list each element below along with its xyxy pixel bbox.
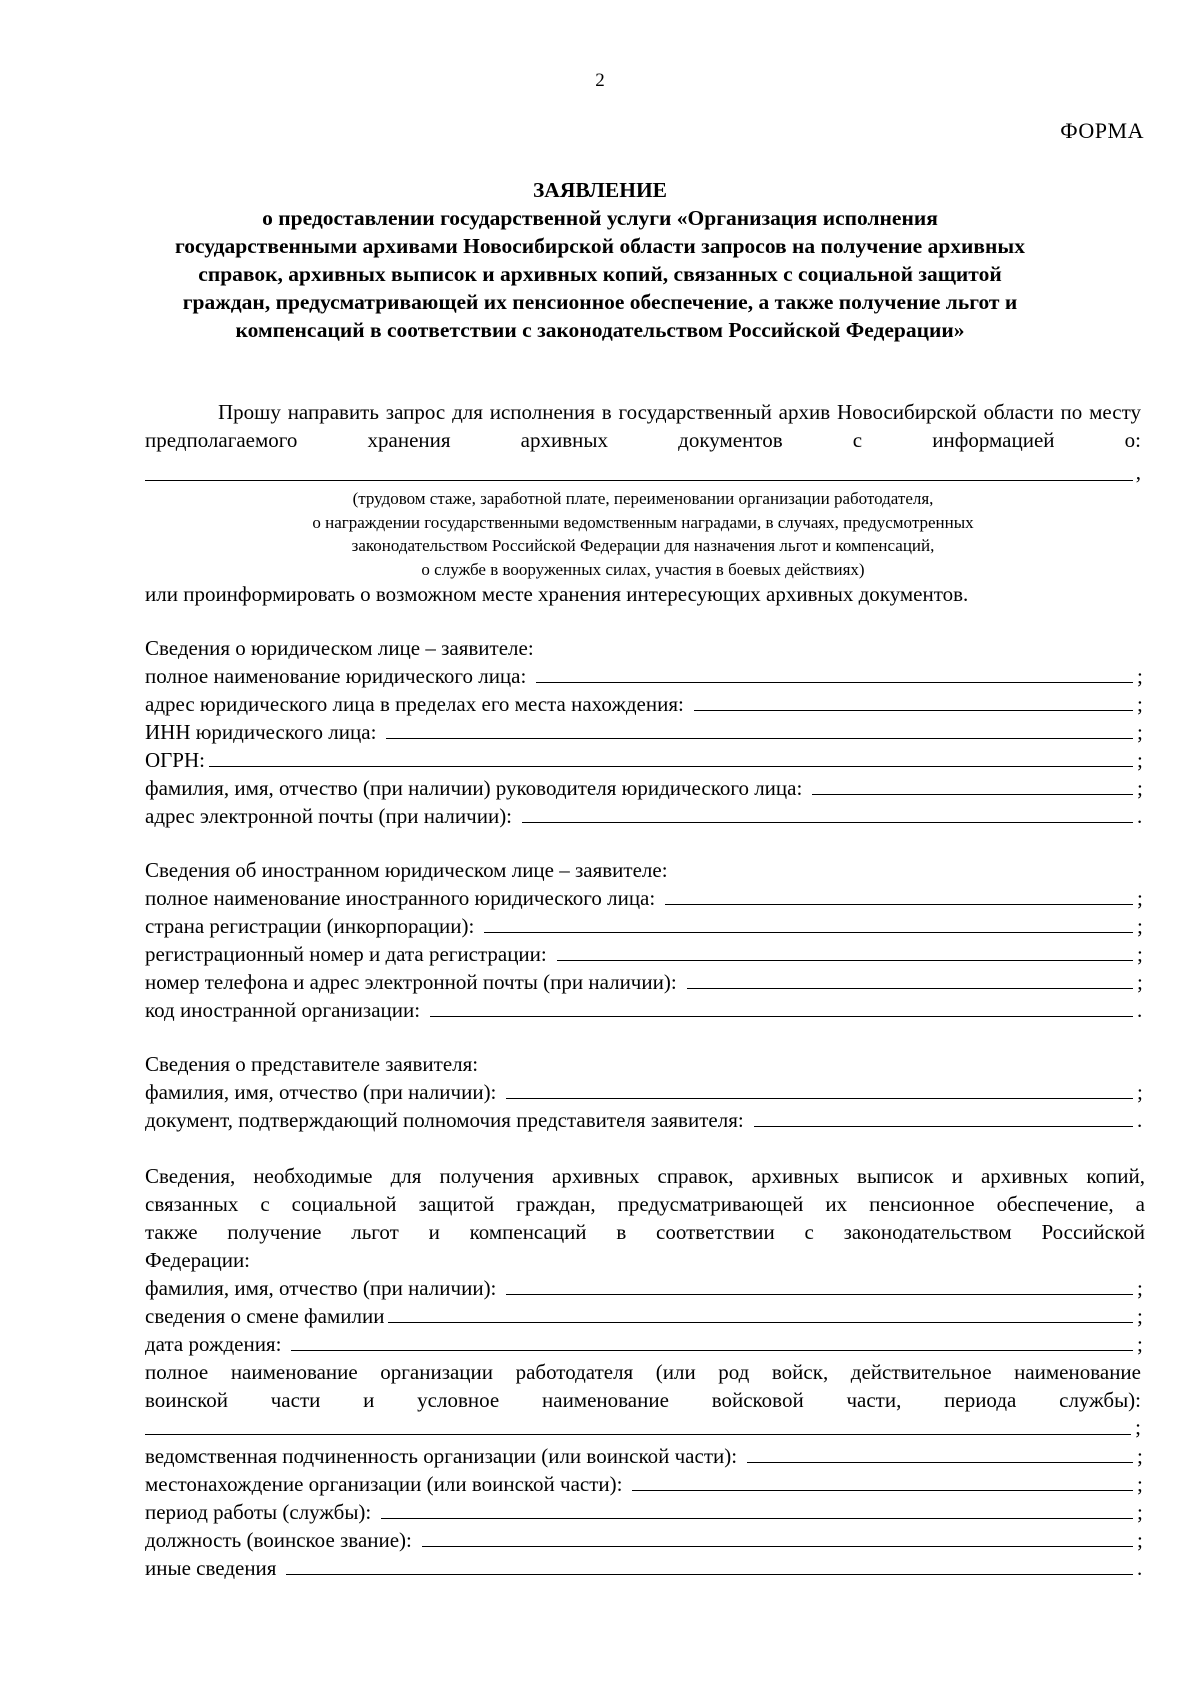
field-label: иные сведения [145,1556,277,1580]
request-paragraph: Прошу направить запрос для исполнения в государственный архив Новосибирской области по месту предполагаемого хранения архивных документов с информацией о: [145,400,1141,452]
intro-line: Сведения, необходимые для получения архивных справок, архивных выписок и архивных копий, [145,1164,1145,1188]
surname-change-field[interactable]: сведения о смене фамилии ; [145,1304,1143,1328]
title-line: справок, архивных выписок и архивных копий, связанных с социальной защитой [198,262,1002,286]
field-label: период работы (службы): [145,1500,372,1524]
field-label: фамилия, имя, отчество (при наличии): [145,1080,497,1104]
field-label: номер телефона и адрес электронной почты (при наличии): [145,970,677,994]
title-line: граждан, предусматривающей их пенсионное обеспечение, а также получение льгот и [182,290,1018,314]
field-label: документ, подтверждающий полномочия представителя заявителя: [145,1108,744,1132]
field-label: полное наименование юридического лица: [145,664,527,688]
alternative-request-text: или проинформировать о возможном месте хранения интересующих архивных документов. [145,582,969,606]
title-line: о предоставлении государственной услуги «Организация исполнения [262,206,938,230]
subordination-field[interactable]: ведомственная подчиненность организации (или воинской части): ; [145,1444,1143,1468]
request-info-hint [145,487,1141,581]
employer-name-field[interactable] [145,1414,1141,1442]
intro-line: Федерации: [145,1248,251,1272]
field-label: ОГРН: [145,748,205,772]
field-label: код иностранной организации: [145,998,421,1022]
field-label: фамилия, имя, отчество (при наличии): [145,1276,497,1300]
title-line: государственными архивами Новосибирской области запросов на получение архивных [175,234,1025,258]
foreign-entity-country-field[interactable]: страна регистрации (инкорпорации): ; [145,914,1143,938]
field-label: полное наименование иностранного юридического лица: [145,886,656,910]
request-info-field[interactable] [145,459,1141,487]
foreign-entity-registration-field[interactable]: регистрационный номер и дата регистрации: ; [145,942,1143,966]
field-label: адрес электронной почты (при наличии): [145,804,513,828]
foreign-entity-heading: Сведения об иностранном юридическом лице – заявителе: [145,858,668,882]
field-label: сведения о смене фамилии [145,1304,385,1328]
field-label: дата рождения: [145,1332,282,1356]
field-label: адрес юридического лица в пределах его места нахождения: [145,692,684,716]
field-label: ИНН юридического лица: [145,720,377,744]
foreign-entity-code-field[interactable]: код иностранной организации: . [145,998,1143,1022]
representative-authority-document-field[interactable]: документ, подтверждающий полномочия представителя заявителя: . [145,1108,1143,1132]
field-label: ведомственная подчиненность организации (или воинской части): [145,1444,738,1468]
legal-entity-email-field[interactable]: адрес электронной почты (при наличии): . [145,804,1143,828]
representative-name-field[interactable]: фамилия, имя, отчество (при наличии): ; [145,1080,1143,1104]
title-heading: ЗАЯВЛЕНИЕ [532,178,668,202]
employer-label-line: воинской части и условное наименование войсковой части, периода службы): [145,1388,1141,1412]
field-label: местонахождение организации (или воинской части): [145,1472,623,1496]
hint-line: (трудовом стаже, заработной плате, переименовании организации работодателя, [352,489,934,508]
legal-entity-ogrn-field[interactable]: ОГРН: ; [145,748,1143,772]
legal-entity-heading: Сведения о юридическом лице – заявителе: [145,636,534,660]
organization-location-field[interactable]: местонахождение организации (или воинской части): ; [145,1472,1143,1496]
required-info-intro [145,1162,1145,1274]
field-label: должность (воинское звание): [145,1528,412,1552]
employer-label-line: полное наименование организации работодателя (или род войск, действительное наименование [145,1360,1141,1384]
position-field[interactable]: должность (воинское звание): ; [145,1528,1143,1552]
page-number: 2 [595,70,605,91]
foreign-entity-name-field[interactable]: полное наименование иностранного юридического лица: ; [145,886,1143,910]
field-label: страна регистрации (инкорпорации): [145,914,475,938]
legal-entity-name-field[interactable]: полное наименование юридического лица: ; [145,664,1143,688]
hint-line: о службе в вооруженных силах, участия в боевых действиях) [421,559,865,579]
work-period-field[interactable]: период работы (службы): ; [145,1500,1143,1524]
legal-entity-inn-field[interactable]: ИНН юридического лица: ; [145,720,1143,744]
intro-line: связанных с социальной защитой граждан, предусматривающей их пенсионное обеспечение, а [145,1192,1145,1216]
hint-line: законодательством Российской Федерации для назначения льгот и компенсаций, [351,536,935,555]
legal-entity-address-field[interactable]: адрес юридического лица в пределах его места нахождения: ; [145,692,1143,716]
field-label: фамилия, имя, отчество (при наличии) руководителя юридического лица: [145,776,803,800]
legal-entity-head-name-field[interactable]: фамилия, имя, отчество (при наличии) руководителя юридического лица: ; [145,776,1143,800]
birth-date-field[interactable]: дата рождения: ; [145,1332,1143,1356]
field-end-punct: , [1135,460,1141,484]
field-label: регистрационный номер и дата регистрации: [145,942,547,966]
representative-heading: Сведения о представителе заявителя: [145,1052,479,1076]
hint-line: о награждении государственными ведомственным наградами, в случаях, предусмотренных [312,512,974,532]
document-title [140,176,1060,344]
title-line: компенсаций в соответствии с законодательством Российской Федерации» [235,318,965,342]
field-end-punct: ; [1135,1415,1141,1439]
other-info-field[interactable]: иные сведения . [145,1556,1143,1580]
form-label: ФОРМА [1060,118,1144,143]
intro-line: также получение льгот и компенсаций в соответствии с законодательством Российской [145,1220,1145,1244]
foreign-entity-contacts-field[interactable]: номер телефона и адрес электронной почты (при наличии): ; [145,970,1143,994]
person-name-field[interactable]: фамилия, имя, отчество (при наличии): ; [145,1276,1143,1300]
